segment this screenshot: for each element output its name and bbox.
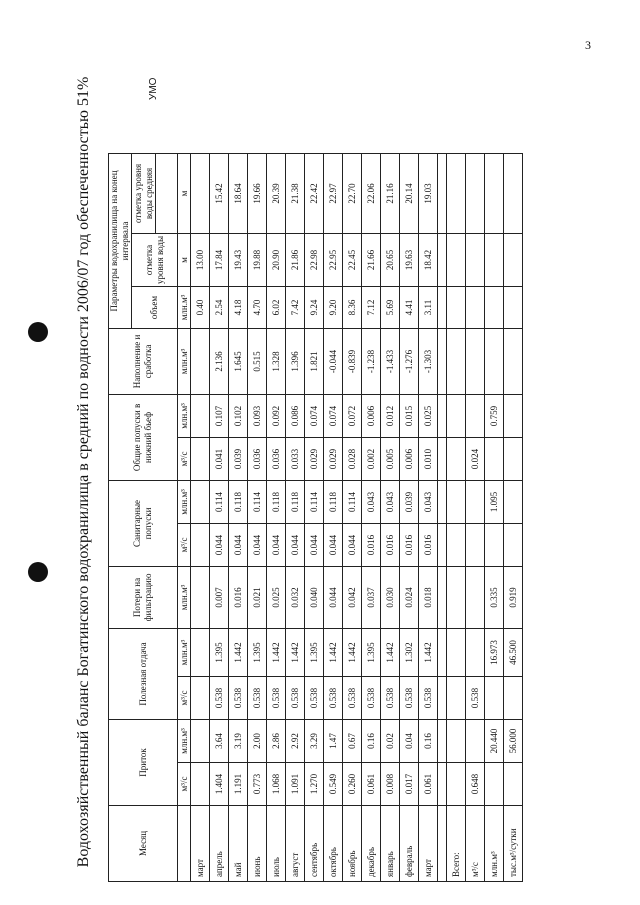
header-month: Месяц	[109, 806, 178, 882]
table-cell: 0.021	[248, 566, 267, 628]
table-cell: 1.442	[267, 628, 286, 676]
table-cell: 0.538	[419, 676, 438, 719]
header-sanitary: Санитарные попуски	[109, 480, 178, 566]
total-inflow-m3s: 0.648	[466, 763, 485, 806]
table-cell: 0.118	[267, 480, 286, 523]
table-cell: 0.017	[400, 763, 419, 806]
table-cell: 19.03	[419, 153, 438, 233]
table-cell: 1.395	[210, 628, 229, 676]
total-filtration-mln: 0.335	[485, 566, 504, 628]
header-inflow: Приток	[109, 719, 178, 805]
table-cell: 3.29	[305, 719, 324, 762]
table-cell: 1.396	[286, 328, 305, 394]
table-cell: 1.328	[267, 328, 286, 394]
unit-cell: млн.м³	[178, 328, 191, 394]
table-row	[362, 153, 381, 881]
table-cell: 1.404	[210, 763, 229, 806]
table-cell: 0.67	[343, 719, 362, 762]
table-cell: 0.044	[324, 523, 343, 566]
table-row	[343, 153, 362, 881]
table-cell: 19.43	[229, 233, 248, 286]
table-cell: 0.074	[324, 394, 343, 437]
header-filling: Наполнение и сработка	[109, 328, 178, 394]
table-cell: 0.037	[362, 566, 381, 628]
table-cell: 2.00	[248, 719, 267, 762]
totals-mln-label: млн.м³	[485, 806, 504, 882]
table-row	[419, 153, 438, 881]
table-row	[229, 153, 248, 881]
table-cell: 22.42	[305, 153, 324, 233]
table-cell: 0.036	[267, 437, 286, 480]
table-cell: 0.40	[191, 286, 210, 328]
table-cell: 0.044	[343, 523, 362, 566]
table-cell: 1.302	[400, 628, 419, 676]
table-cell: 1.191	[229, 763, 248, 806]
table-cell: 0.538	[305, 676, 324, 719]
table-cell: 0.118	[286, 480, 305, 523]
table-cell: 1.068	[267, 763, 286, 806]
table-cell: 22.97	[324, 153, 343, 233]
unit-cell: млн.м³	[178, 719, 191, 762]
table-cell: 18.64	[229, 153, 248, 233]
table-cell: 0.538	[381, 676, 400, 719]
total-useful-k: 46.500	[504, 628, 523, 676]
table-cell: 0.538	[400, 676, 419, 719]
unit-cell: млн.м³	[178, 480, 191, 523]
table-cell: 0.032	[286, 566, 305, 628]
header-filtration: Потери на фильтрацию	[109, 566, 178, 628]
table-cell: 0.007	[210, 566, 229, 628]
table-cell: 20.65	[381, 233, 400, 286]
table-cell: 4.18	[229, 286, 248, 328]
unit-cell: млн.м³	[178, 286, 191, 328]
unit-cell: м	[178, 153, 191, 233]
table-cell: 0.044	[286, 523, 305, 566]
table-cell: 0.016	[419, 523, 438, 566]
table-cell: 1.442	[381, 628, 400, 676]
table-row	[210, 153, 229, 881]
unit-cell: м³/с	[178, 523, 191, 566]
total-release-mln: 0.759	[485, 394, 504, 437]
month-cell: март	[419, 806, 438, 882]
table-cell: 0.515	[248, 328, 267, 394]
header-total-release: Общие попуски в нижний бьеф	[109, 394, 178, 480]
table-cell: 19.66	[248, 153, 267, 233]
table-cell: 1.442	[343, 628, 362, 676]
table-row	[305, 153, 324, 881]
table-cell: 0.538	[343, 676, 362, 719]
table-cell: 0.538	[210, 676, 229, 719]
table-cell: -1.238	[362, 328, 381, 394]
table-cell: 0.061	[362, 763, 381, 806]
table-cell: 0.024	[400, 566, 419, 628]
table-cell: 0.041	[210, 437, 229, 480]
table-cell: 2.136	[210, 328, 229, 394]
table-cell: 0.061	[419, 763, 438, 806]
table-cell: 0.093	[248, 394, 267, 437]
table-cell	[191, 394, 210, 437]
unit-cell: м³/с	[178, 676, 191, 719]
punch-hole-top	[28, 322, 48, 342]
table-cell: 1.821	[305, 328, 324, 394]
table-cell: 21.66	[362, 233, 381, 286]
table-cell: 0.016	[381, 523, 400, 566]
table-cell: 1.47	[324, 719, 343, 762]
table-cell: 0.039	[400, 480, 419, 523]
table-cell: 2.54	[210, 286, 229, 328]
table-cell: 0.016	[362, 523, 381, 566]
table-cell	[191, 719, 210, 762]
unit-cell: м³/с	[178, 437, 191, 480]
month-cell: сентябрь	[305, 806, 324, 882]
table-cell: 15.42	[210, 153, 229, 233]
table-cell: 0.538	[248, 676, 267, 719]
table-cell: 20.39	[267, 153, 286, 233]
table-cell	[191, 628, 210, 676]
month-cell: июнь	[248, 806, 267, 882]
table-cell: 0.549	[324, 763, 343, 806]
table-cell: 1.442	[229, 628, 248, 676]
table-cell: 1.395	[305, 628, 324, 676]
table-cell: 0.074	[305, 394, 324, 437]
month-cell: май	[229, 806, 248, 882]
month-cell: июль	[267, 806, 286, 882]
unit-cell: млн.м³	[178, 566, 191, 628]
table-cell: 21.38	[286, 153, 305, 233]
table-cell: 0.042	[343, 566, 362, 628]
header-params: Параметры водохранилища на конец интервала	[109, 153, 132, 328]
table-cell: 22.98	[305, 233, 324, 286]
table-cell: 0.036	[248, 437, 267, 480]
month-cell: октябрь	[324, 806, 343, 882]
table-cell: 0.006	[362, 394, 381, 437]
table-cell: 7.42	[286, 286, 305, 328]
table-cell: 0.538	[267, 676, 286, 719]
table-cell: 0.025	[267, 566, 286, 628]
table-cell	[191, 523, 210, 566]
table-cell: 1.442	[324, 628, 343, 676]
page-number: 3	[585, 38, 591, 52]
table-cell	[191, 153, 210, 233]
header-useful: Полезная отдача	[109, 628, 178, 719]
table-cell: 0.092	[267, 394, 286, 437]
month-cell: август	[286, 806, 305, 882]
table-cell	[191, 566, 210, 628]
table-cell: 3.19	[229, 719, 248, 762]
total-filtration-k: 0.919	[504, 566, 523, 628]
table-cell: -1.303	[419, 328, 438, 394]
table-cell: 6.02	[267, 286, 286, 328]
table-cell: 0.072	[343, 394, 362, 437]
table-cell: 0.043	[362, 480, 381, 523]
table-cell: 0.538	[324, 676, 343, 719]
table-row	[400, 153, 419, 881]
table-cell	[191, 763, 210, 806]
unit-cell: млн.м³	[178, 628, 191, 676]
table-cell: -1.433	[381, 328, 400, 394]
table-cell	[191, 480, 210, 523]
table-cell: 0.040	[305, 566, 324, 628]
header-level: отметка уровня воды	[132, 233, 178, 286]
table-cell: 9.24	[305, 286, 324, 328]
table-row	[324, 153, 343, 881]
table-cell: 4.70	[248, 286, 267, 328]
month-cell: январь	[381, 806, 400, 882]
table-cell: 0.030	[381, 566, 400, 628]
table-row	[381, 153, 400, 881]
unit-cell: м³/с	[178, 763, 191, 806]
table-row	[248, 153, 267, 881]
table-cell: 0.538	[286, 676, 305, 719]
table-cell: 0.086	[286, 394, 305, 437]
table-cell: 0.025	[419, 394, 438, 437]
table-cell: 18.42	[419, 233, 438, 286]
totals-m3s-label: м³/с	[466, 806, 485, 882]
table-cell: 22.45	[343, 233, 362, 286]
total-release-m3s: 0.024	[466, 437, 485, 480]
table-cell: 8.36	[343, 286, 362, 328]
table-cell: 19.63	[400, 233, 419, 286]
table-cell: -0.044	[324, 328, 343, 394]
table-cell: 0.16	[362, 719, 381, 762]
month-cell: апрель	[210, 806, 229, 882]
table-cell: 0.016	[400, 523, 419, 566]
table-cell: 0.002	[362, 437, 381, 480]
punch-hole-bottom	[28, 562, 48, 582]
table-cell: -1.276	[400, 328, 419, 394]
table-cell: 2.86	[267, 719, 286, 762]
side-note: УМО	[148, 77, 159, 100]
table-cell: 17.84	[210, 233, 229, 286]
table-cell: 0.039	[229, 437, 248, 480]
month-cell: ноябрь	[343, 806, 362, 882]
unit-cell: млн.м³	[178, 394, 191, 437]
table-cell: 3.11	[419, 286, 438, 328]
table-cell: 9.20	[324, 286, 343, 328]
table-cell: 0.538	[229, 676, 248, 719]
table-cell: 0.102	[229, 394, 248, 437]
table-cell: 0.044	[248, 523, 267, 566]
table-cell: 0.773	[248, 763, 267, 806]
table-cell: 0.033	[286, 437, 305, 480]
table-cell: 22.70	[343, 153, 362, 233]
total-useful-mln: 16.973	[485, 628, 504, 676]
table-cell: 0.114	[248, 480, 267, 523]
table-row	[191, 153, 210, 881]
table-cell: 0.114	[210, 480, 229, 523]
table-cell: 1.270	[305, 763, 324, 806]
table-cell: 0.010	[419, 437, 438, 480]
table-cell: 0.16	[419, 719, 438, 762]
month-cell: февраль	[400, 806, 419, 882]
table-cell: 0.044	[324, 566, 343, 628]
table-cell: 0.029	[305, 437, 324, 480]
total-inflow-mln: 20.440	[485, 719, 504, 762]
table-cell: 22.06	[362, 153, 381, 233]
document-title: Водохозяйственный баланс Богатинского водохранилища в средний по водности 2006/07 год обеспеченностью 51%	[75, 76, 92, 868]
table-row	[286, 153, 305, 881]
total-inflow-k: 56.000	[504, 719, 523, 762]
table-cell: 0.028	[343, 437, 362, 480]
water-balance-table	[108, 153, 523, 882]
table-cell: 1.442	[286, 628, 305, 676]
unit-cell: м	[178, 233, 191, 286]
table-cell: -0.839	[343, 328, 362, 394]
table-cell: 0.044	[305, 523, 324, 566]
table-cell: 0.114	[343, 480, 362, 523]
table-cell: 1.645	[229, 328, 248, 394]
table-cell: 0.04	[400, 719, 419, 762]
table-cell: 0.114	[305, 480, 324, 523]
table-cell: 0.118	[229, 480, 248, 523]
table-cell: 21.86	[286, 233, 305, 286]
table-cell: 0.016	[229, 566, 248, 628]
table-cell: 0.043	[381, 480, 400, 523]
table-cell: 5.69	[381, 286, 400, 328]
table-cell: 0.043	[419, 480, 438, 523]
table-cell: 1.091	[286, 763, 305, 806]
table-cell: 2.92	[286, 719, 305, 762]
table-row	[267, 153, 286, 881]
table-cell: 1.395	[248, 628, 267, 676]
table-cell: 22.95	[324, 233, 343, 286]
table-cell: 1.395	[362, 628, 381, 676]
table-cell: 0.012	[381, 394, 400, 437]
month-cell: март	[191, 806, 210, 882]
table-cell: 0.02	[381, 719, 400, 762]
table-cell: 20.14	[400, 153, 419, 233]
table-cell: 0.029	[324, 437, 343, 480]
table-cell: 0.107	[210, 394, 229, 437]
table-cell: 0.044	[267, 523, 286, 566]
table-cell: 0.006	[400, 437, 419, 480]
table-cell	[191, 437, 210, 480]
total-useful-m3s: 0.538	[466, 676, 485, 719]
table-cell: 0.015	[400, 394, 419, 437]
table-cell: 0.044	[210, 523, 229, 566]
table-cell: 19.88	[248, 233, 267, 286]
month-cell: декабрь	[362, 806, 381, 882]
table-cell: 0.260	[343, 763, 362, 806]
table-cell: 0.538	[362, 676, 381, 719]
table-cell: 0.008	[381, 763, 400, 806]
table-cell	[191, 676, 210, 719]
table-cell: 0.118	[324, 480, 343, 523]
total-sanitary-mln: 1.095	[485, 480, 504, 523]
table-cell: 7.12	[362, 286, 381, 328]
table-cell: 13.00	[191, 233, 210, 286]
header-volume: объем	[132, 286, 178, 328]
totals-k-label: тыс.м³/сутки	[504, 806, 523, 882]
table-cell: 0.005	[381, 437, 400, 480]
table-cell	[191, 328, 210, 394]
table-cell: 21.16	[381, 153, 400, 233]
totals-label: Всего:	[447, 806, 466, 882]
table-cell: 4.41	[400, 286, 419, 328]
rotated-document	[72, 62, 518, 882]
table-cell: 20.90	[267, 233, 286, 286]
table-cell: 0.018	[419, 566, 438, 628]
table-cell: 1.442	[419, 628, 438, 676]
header-avg-level: отметка уровня воды средняя	[132, 153, 156, 233]
table-cell: 0.044	[229, 523, 248, 566]
table-cell: 3.64	[210, 719, 229, 762]
